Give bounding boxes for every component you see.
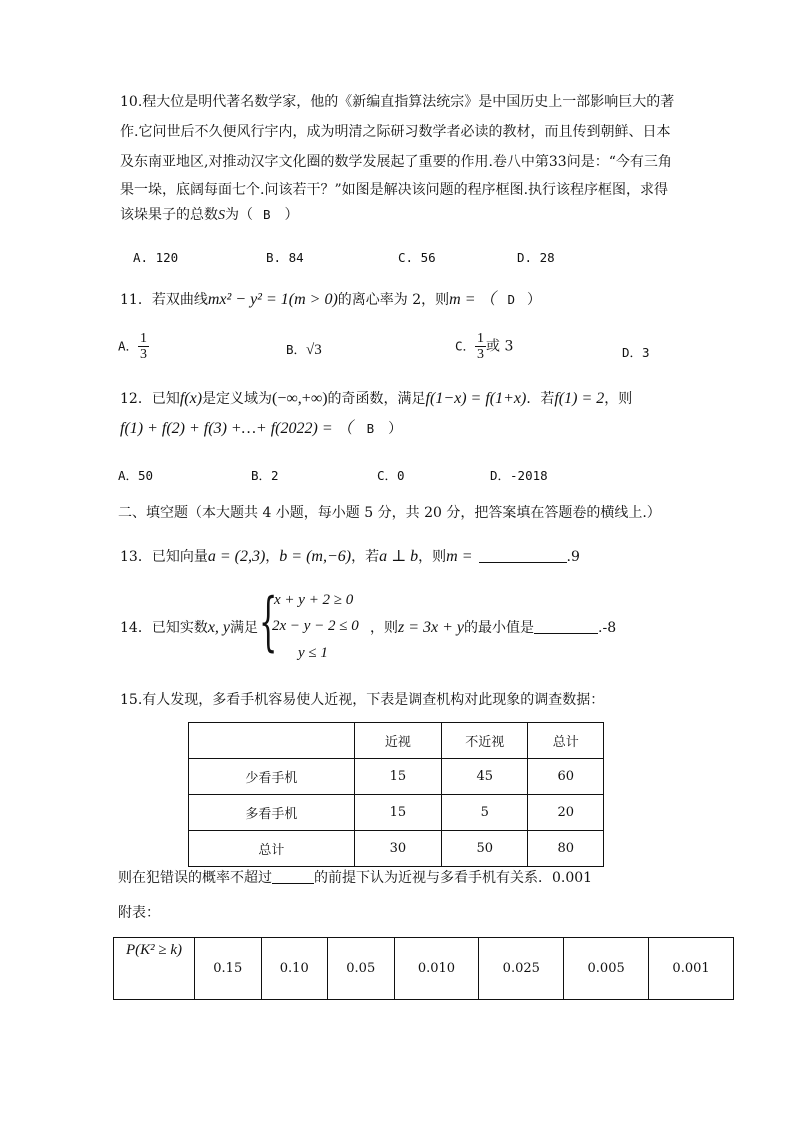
q11-opt-a-label: A． <box>118 338 139 354</box>
q11-opt-c-frac <box>475 331 486 362</box>
q14-system-brace: { <box>259 585 278 659</box>
q11-opt-c-den: 3 <box>477 347 485 362</box>
q12-option-d: D．-2018 <box>490 468 548 483</box>
table-cell: 近视 <box>354 723 441 759</box>
q13-sep: ， <box>265 549 280 565</box>
q14-t2: ，则 <box>370 620 398 636</box>
table-cell: 0.05 <box>328 938 395 1000</box>
q12-stem-line-1 <box>120 385 632 413</box>
q14-objective: z = 3x + y <box>398 619 465 636</box>
q13-answer: .9 <box>566 549 580 565</box>
q12-option-c: C．0 <box>377 468 405 483</box>
table-cell: 15 <box>354 759 441 795</box>
table-cell: 80 <box>528 831 604 867</box>
q11-opt-a-frac <box>138 331 149 362</box>
q11-opt-b-value: √3 <box>306 342 322 358</box>
q12-t4: ，则 <box>604 391 633 407</box>
q13-perp: a ⊥ b <box>379 548 419 565</box>
q11-expr: mx² − y² = 1(m > 0) <box>207 291 338 308</box>
q12-option-a: A．50 <box>118 468 154 483</box>
table-row <box>114 938 734 1000</box>
table-cell: 0.15 <box>195 938 262 1000</box>
q14-constraint-2: 2x − y − 2 ≤ 0 <box>272 618 359 634</box>
ptable-label: P(K² ≥ k) <box>114 938 195 1000</box>
table-cell <box>189 723 355 759</box>
q12-pre: 12．已知 <box>120 391 180 407</box>
q15-after-post: 的前提下认为近视与多看手机有关系． <box>314 870 552 886</box>
q11-mid: 的离心率为 2，则 <box>337 292 450 308</box>
q14-constraint-3: y ≤ 1 <box>298 645 328 661</box>
q10-option-c: C. 56 <box>398 250 436 265</box>
q12-t1: 是定义域为 <box>202 391 273 407</box>
q15-intro: 15.有人发现，多看手机容易使人近视，下表是调查机构对此现象的调查数据： <box>120 692 605 708</box>
probability-table <box>113 937 734 1000</box>
table-cell: 0.005 <box>564 938 649 1000</box>
table-row <box>189 759 604 795</box>
table-cell: 总计 <box>189 831 355 867</box>
q14-stem-tail <box>370 614 616 642</box>
table-cell: 30 <box>354 831 441 867</box>
q10-last-post: 为（ <box>225 207 253 223</box>
q10-close: ） <box>284 207 299 223</box>
q14-t3: 的最小值是 <box>464 620 535 636</box>
q12-t3: ．若 <box>526 391 555 407</box>
q14-constraint-1: x + y + 2 ≥ 0 <box>274 592 354 608</box>
table-cell: 60 <box>528 759 604 795</box>
q10-line-4: 果一垛，底阔每面七个.问该若干？”如图是解决该问题的程序框图.执行该程序框图，求得 <box>120 182 669 198</box>
q14-pre: 14．已知实数 <box>120 620 208 636</box>
q10-last-pre: 该垛果子的总数 <box>120 207 218 223</box>
q12-domain: (−∞,+∞) <box>272 390 328 407</box>
q15-answer-blank <box>272 869 314 884</box>
q10-line-2: 作.它问世后不久便风行宇内，成为明清之际研习数学者必读的教材，而且传到朝鲜、日本 <box>120 124 671 140</box>
q12-stem-line-2 <box>120 415 402 443</box>
q12-option-b: B．2 <box>251 468 279 483</box>
q11-stem <box>120 286 541 314</box>
q12-sum: f(1) + f(2) + f(3) +…+ f(2022) = （ <box>120 420 353 437</box>
table-row <box>189 723 604 759</box>
q10-line-1: 10.程大位是明代著名数学家，他的《新编直指算法统宗》是中国历史上一部影响巨大的著 <box>120 94 675 110</box>
q10-var-s: S <box>218 208 225 223</box>
q11-option-c <box>455 331 513 362</box>
appendix-label: 附表： <box>118 905 160 921</box>
table-cell: 15 <box>354 795 441 831</box>
q13-pre: 13．已知向量 <box>120 549 208 565</box>
q11-option-a <box>118 331 149 362</box>
q11-option-b <box>286 340 322 359</box>
section-2-heading: 二、填空题（本大题共 4 小题，每小题 5 分，共 20 分，把答案填在答题卷的横线上.） <box>118 505 661 521</box>
q13-vector-b: b = (m,−6) <box>279 548 352 565</box>
q13-t2: ，则 <box>418 549 447 565</box>
q13-t1: ，若 <box>351 549 380 565</box>
q11-opt-a-den: 3 <box>140 347 148 362</box>
q10-option-d: D. 28 <box>517 250 555 265</box>
q10-line-5 <box>120 201 299 230</box>
q14-stem <box>120 614 258 642</box>
q11-pre: 11．若双曲线 <box>120 292 208 308</box>
table-cell: 5 <box>442 795 528 831</box>
q12-condition: f(1−x) = f(1+x) <box>425 390 527 407</box>
table-cell: 0.001 <box>649 938 734 1000</box>
q12-close: ） <box>388 421 403 437</box>
q14-t1: 满足 <box>230 620 259 636</box>
q11-m: m = （ <box>449 291 496 308</box>
q12-fx: f(x) <box>179 390 203 407</box>
q11-opt-a-num: 1 <box>140 331 148 346</box>
table-cell: 少看手机 <box>189 759 355 795</box>
q14-answer-blank <box>534 619 598 634</box>
q11-option-d: D．3 <box>622 345 650 360</box>
q10-line-3: 及东南亚地区,对推动汉字文化圈的数学发展起了重要的作用.卷八中第33问是：“今有三角 <box>120 154 672 170</box>
q10-option-a: A. 120 <box>133 250 179 265</box>
table-row <box>189 831 604 867</box>
q15-answer: 0.001 <box>552 870 593 886</box>
q11-answer: D <box>507 292 516 307</box>
q15-after-pre: 则在犯错误的概率不超过 <box>118 870 272 886</box>
q14-vars: x, y <box>207 619 231 636</box>
table-cell: 50 <box>442 831 528 867</box>
q11-opt-c-num: 1 <box>477 331 485 346</box>
q13-stem <box>120 543 580 571</box>
table-cell: 总计 <box>528 723 604 759</box>
table-cell: 0.010 <box>394 938 479 1000</box>
table-cell: 不近视 <box>442 723 528 759</box>
q14-answer: .-8 <box>598 620 617 636</box>
q11-opt-c-suffix: 或 3 <box>486 338 514 355</box>
table-cell: 多看手机 <box>189 795 355 831</box>
q11-opt-c-label: C． <box>455 338 476 354</box>
table-row <box>189 795 604 831</box>
q15-question <box>118 864 592 892</box>
q11-close: ） <box>527 292 542 308</box>
q10-option-b: B. 84 <box>266 250 304 265</box>
q12-answer: B <box>366 421 375 436</box>
q11-opt-b-label: B． <box>286 342 307 357</box>
q13-vector-a: a = (2,3) <box>207 548 266 565</box>
table-cell: 20 <box>528 795 604 831</box>
q13-answer-blank <box>479 548 567 563</box>
q12-condition-2: f(1) = 2 <box>554 390 605 407</box>
q10-answer: B <box>263 207 271 222</box>
table-cell: 0.025 <box>479 938 564 1000</box>
q13-m: m = <box>446 548 473 565</box>
q12-t2: 的奇函数，满足 <box>327 391 426 407</box>
table-cell: 45 <box>442 759 528 795</box>
table-cell: 0.10 <box>261 938 328 1000</box>
q15-survey-table <box>188 722 604 867</box>
